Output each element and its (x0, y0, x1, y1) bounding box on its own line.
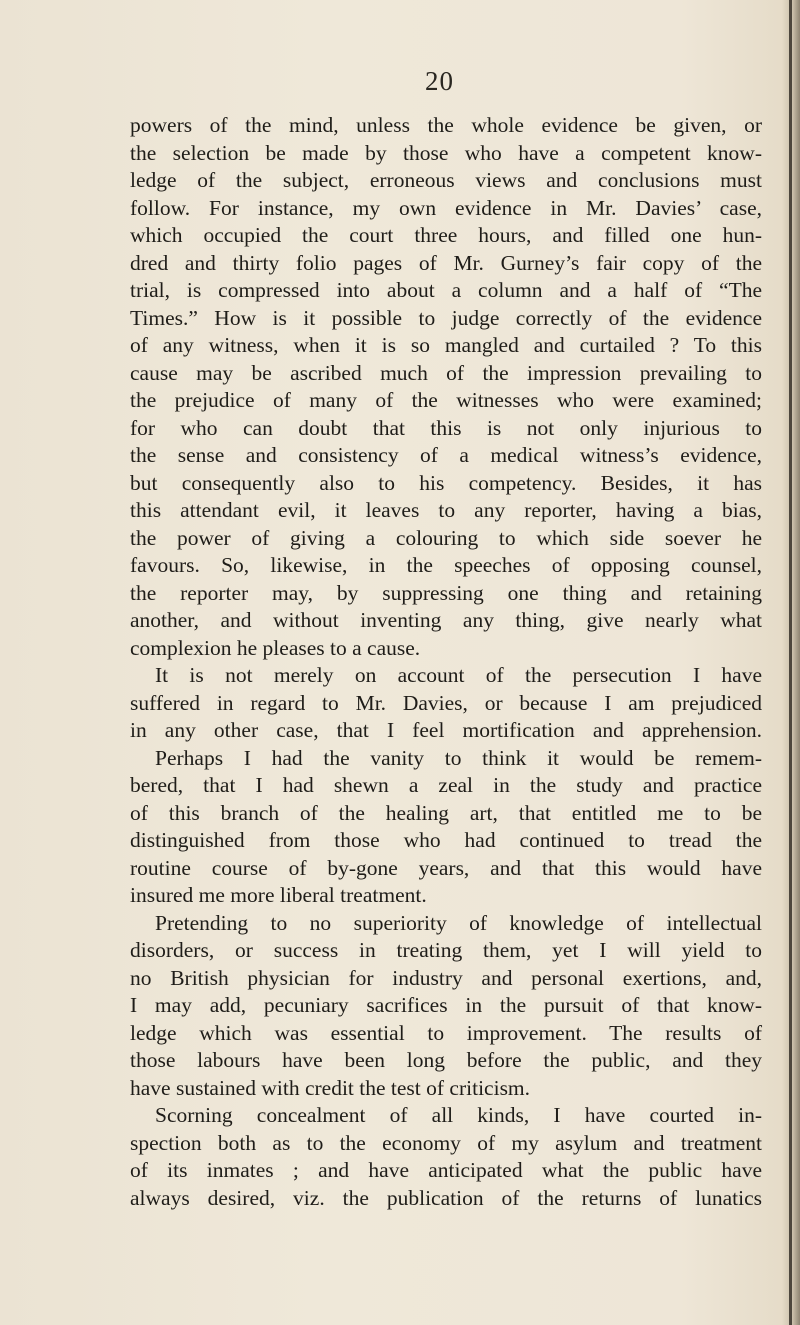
text-line: trial, is compressed into about a column and a half of “The (130, 278, 762, 302)
text-line: routine course of by-gone years, and that this would have (130, 855, 762, 880)
page-edge-line (789, 0, 792, 1325)
text-line: the reporter may, by suppressing one thing and retaining (130, 580, 762, 605)
paragraph-first-line: It is not merely on account of the persecution I have (155, 663, 762, 687)
paragraph-last-line: have sustained with credit the test of criticism. (130, 1075, 531, 1100)
text-line: this attendant evil, it leaves to any reporter, having a bias, (130, 498, 762, 522)
text-line: follow. For instance, my own evidence in Mr. Davies’ case, (130, 195, 762, 220)
text-line: always desired, viz. the publication of the returns of lunatics (130, 1185, 762, 1210)
text-line: the sense and consistency of a medical witness’s evidence, (130, 443, 762, 467)
text-line: spection both as to the economy of my asylum and treatment (130, 1130, 762, 1155)
text-line: the power of giving a colouring to which side soever he (130, 525, 762, 550)
text-line: disorders, or success in treating them, yet I will yield to (130, 938, 762, 962)
text-line: of this branch of the healing art, that entitled me to be (130, 800, 762, 825)
text-line: dred and thirty folio pages of Mr. Gurney’s fair copy of the (130, 250, 762, 275)
paragraph-last-line: complexion he pleases to a cause. (130, 635, 421, 660)
text-line: powers of the mind, unless the whole evidence be given, or (130, 113, 762, 137)
body-text (130, 112, 762, 1212)
text-line: but consequently also to his competency. Besides, it has (130, 470, 762, 495)
text-line: favours. So, likewise, in the speeches of opposing counsel, (130, 553, 762, 577)
text-line: distinguished from those who had continued to tread the (130, 828, 762, 852)
page-number: 20 (425, 66, 454, 96)
text-line: cause may be ascribed much of the impression prevailing to (130, 360, 762, 385)
text-line: no British physician for industry and personal exertions, and, (130, 965, 762, 990)
text-line: ledge which was essential to improvement. The results of (130, 1020, 762, 1045)
text-line: which occupied the court three hours, and filled one hun- (130, 223, 762, 247)
text-line: the prejudice of many of the witnesses who were examined; (130, 388, 762, 412)
text-line: of its inmates ; and have anticipated what the public have (130, 1158, 762, 1182)
paragraph-last-line: insured me more liberal treatment. (130, 883, 427, 907)
text-line: bered, that I had shewn a zeal in the study and practice (130, 773, 762, 797)
text-line: suffered in regard to Mr. Davies, or because I am prejudiced (130, 690, 762, 715)
text-line: for who can doubt that this is not only injurious to (130, 415, 762, 440)
paragraph-first-line: Pretending to no superiority of knowledge of intellectual (155, 910, 762, 935)
text-line: those labours have been long before the public, and they (130, 1048, 762, 1072)
text-line: Times.” How is it possible to judge correctly of the evidence (130, 305, 762, 330)
text-line: another, and without inventing any thing, give nearly what (130, 608, 762, 632)
paragraph-first-line: Scorning concealment of all kinds, I have courted in- (155, 1103, 762, 1127)
text-line: Perhaps I had the vanity to think it would be remem- (155, 745, 762, 770)
text-line: of any witness, when it is so mangled and curtailed ? To this (130, 333, 762, 357)
text-line: the selection be made by those who have a competent know- (130, 140, 762, 165)
text-line: ledge of the subject, erroneous views and conclusions must (130, 168, 762, 192)
text-line: in any other case, that I feel mortification and apprehension. (130, 718, 762, 742)
text-line: I may add, pecuniary sacrifices in the pursuit of that know- (130, 993, 762, 1017)
